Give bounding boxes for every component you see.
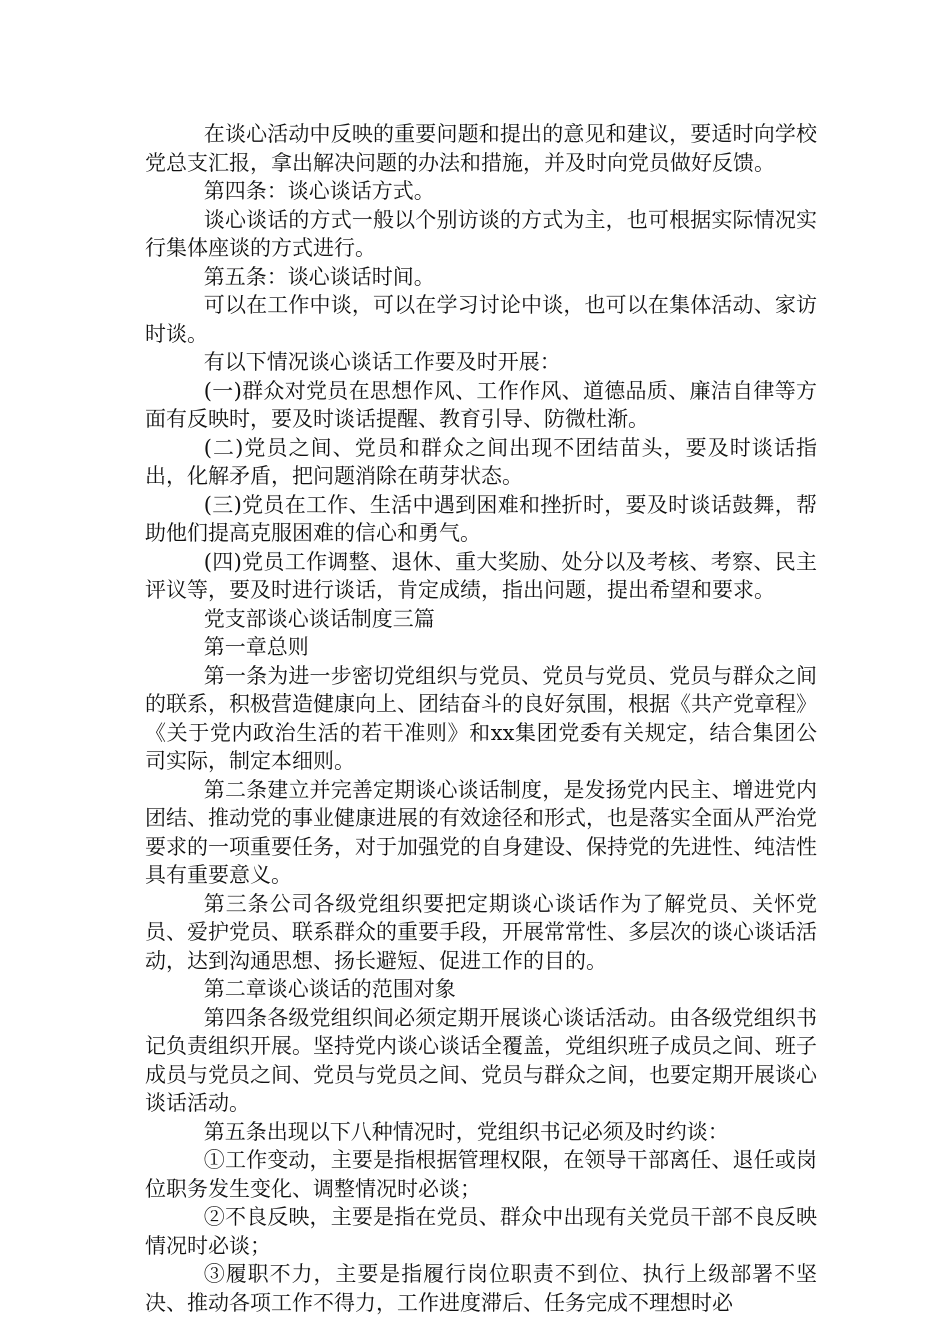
article-paragraph: 第四条各级党组织间必须定期开展谈心谈话活动。由各级党组织书记负责组织开展。坚持党内谈心谈话全覆盖，党组织班子成员之间、班子成员与党员之间、党员与党员之间、党员与群众之间，也要定期开展谈心谈话活动。 bbox=[145, 1005, 817, 1115]
chapter-heading: 第一章总则 bbox=[203, 635, 309, 659]
section-heading: 第四条：谈心谈话方式。 bbox=[203, 179, 435, 203]
list-item: ③履职不力，主要是指履行岗位职责不到位、执行上级部署不坚决、推动各项工作不得力，工作进度滞后、任务完成不理想时必 bbox=[145, 1262, 817, 1315]
document-title: 党支部谈心谈话制度三篇 bbox=[203, 606, 435, 631]
paragraph: 谈心谈话的方式一般以个别访谈的方式为主，也可根据实际情况实行集体座谈的方式进行。 bbox=[145, 207, 817, 260]
list-item: (二)党员之间、党员和群众之间出现不团结苗头，要及时谈话指出，化解矛盾，把问题消除在萌芽状态。 bbox=[145, 435, 817, 488]
paragraph: 在谈心活动中反映的重要问题和提出的意见和建议，要适时向学校党总支汇报，拿出解决问题的办法和措施，并及时向党员做好反馈。 bbox=[145, 122, 817, 175]
paragraph: 可以在工作中谈，可以在学习讨论中谈，也可以在集体活动、家访时谈。 bbox=[145, 293, 817, 346]
list-item: (四)党员工作调整、退休、重大奖励、处分以及考核、考察、民主评议等，要及时进行谈话，肯定成绩，指出问题，提出希望和要求。 bbox=[145, 549, 817, 602]
chapter-heading: 第二章谈心谈话的范围对象 bbox=[203, 977, 456, 1001]
article-paragraph: 第二条建立并完善定期谈心谈话制度，是发扬党内民主、增进党内团结、推动党的事业健康进展的有效途径和形式，也是落实全面从严治党要求的一项重要任务，对于加强党的自身建设、保持党的先进性、纯洁性具有重要意义。 bbox=[145, 777, 817, 887]
list-item: (三)党员在工作、生活中遇到困难和挫折时，要及时谈话鼓舞，帮助他们提高克服困难的信心和勇气。 bbox=[145, 492, 817, 545]
article-paragraph: 第三条公司各级党组织要把定期谈心谈话作为了解党员、关怀党员、爱护党员、联系群众的重要手段，开展常常性、多层次的谈心谈话活动，达到沟通思想、扬长避短、促进工作的目的。 bbox=[145, 891, 817, 973]
list-item: (一)群众对党员在思想作风、工作作风、道德品质、廉洁自律等方面有反映时，要及时谈话提醒、教育引导、防微杜渐。 bbox=[145, 378, 817, 431]
document-body bbox=[145, 120, 817, 1317]
article-paragraph: 第五条出现以下八种情况时，党组织书记必须及时约谈： bbox=[203, 1119, 729, 1144]
section-heading: 第五条：谈心谈话时间。 bbox=[203, 264, 435, 289]
article-paragraph: 第一条为进一步密切党组织与党员、党员与党员、党员与群众之间的联系，积极营造健康向上、团结奋斗的良好氛围，根据《共产党章程》《关于党内政治生活的若干准则》和xx集团党委有关规定，结合集团公司实际，制定本细则。 bbox=[145, 663, 817, 773]
list-item: ②不良反映，主要是指在党员、群众中出现有关党员干部不良反映情况时必谈； bbox=[145, 1205, 817, 1258]
paragraph: 有以下情况谈心谈话工作要及时开展： bbox=[203, 350, 561, 374]
list-item: ①工作变动，主要是指根据管理权限，在领导干部离任、退任或岗位职务发生变化、调整情况时必谈； bbox=[145, 1148, 817, 1201]
